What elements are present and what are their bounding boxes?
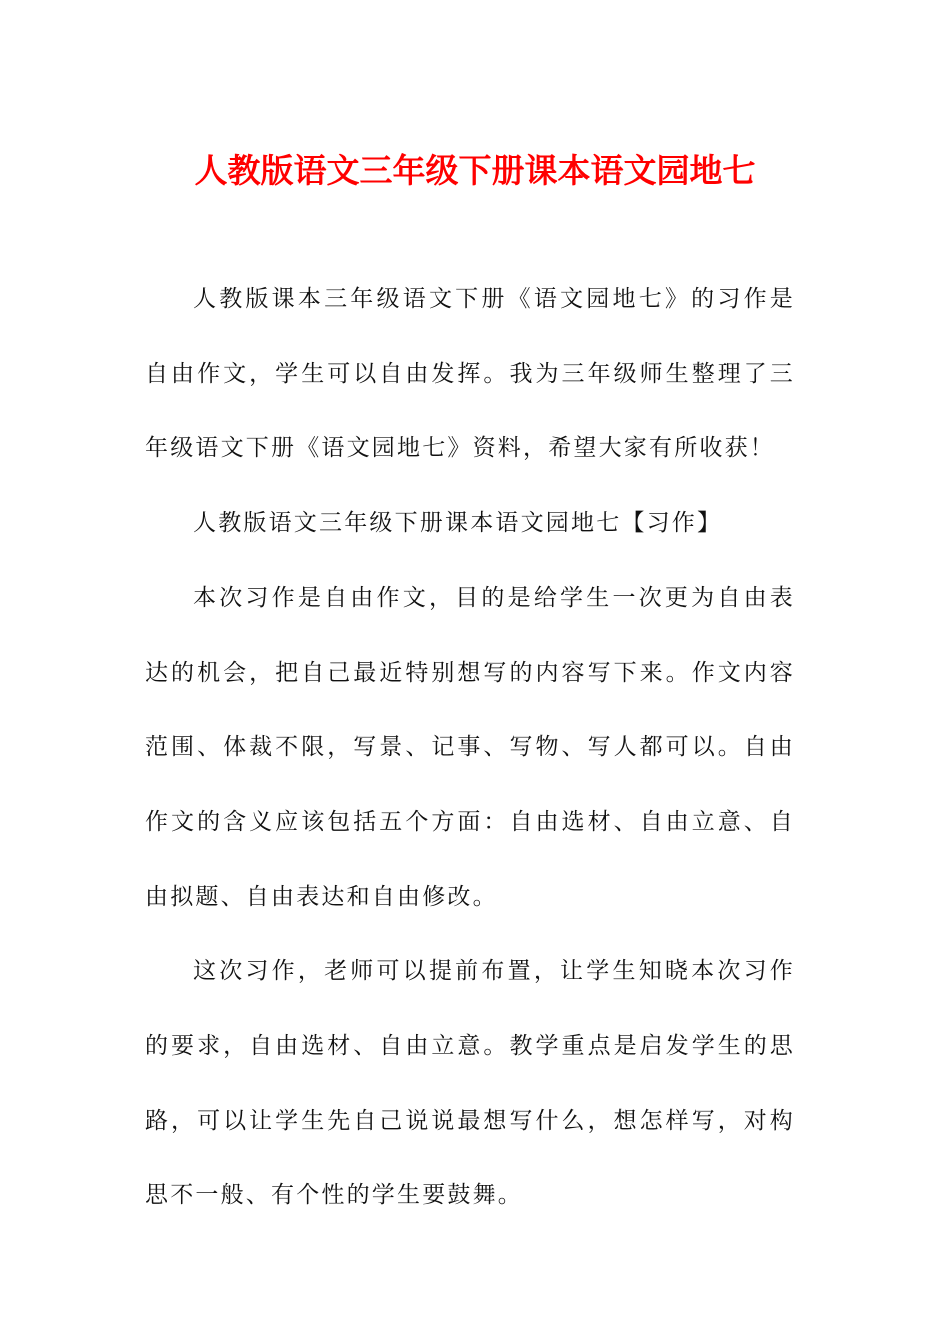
paragraph-free-writing: 本次习作是自由作文，目的是给学生一次更为自由表达的机会，把自己最近特别想写的内容写下来。作文内容范围、体裁不限，写景、记事、写物、写人都可以。自由作文的含义应该包括五个方面：自由选材、自由立意、自由拟题、自由表达和自由修改。 <box>145 584 795 910</box>
paragraph-intro: 人教版课本三年级语文下册《语文园地七》的习作是自由作文，学生可以自由发挥。我为三年级师生整理了三年级语文下册《语文园地七》资料，希望大家有所收获！ <box>145 286 795 462</box>
document-title: 人教版语文三年级下册课本语文园地七 <box>194 151 756 190</box>
paragraph-teaching-advice: 这次习作，老师可以提前布置，让学生知晓本次习作的要求，自由选材、自由立意。教学重点是启发学生的思路，可以让学生先自己说说最想写什么，想怎样写，对构思不一般、有个性的学生要鼓舞。 <box>145 958 795 1209</box>
paragraph-section-heading: 人教版语文三年级下册课本语文园地七【习作】 <box>193 510 723 537</box>
document-body <box>145 262 795 1233</box>
